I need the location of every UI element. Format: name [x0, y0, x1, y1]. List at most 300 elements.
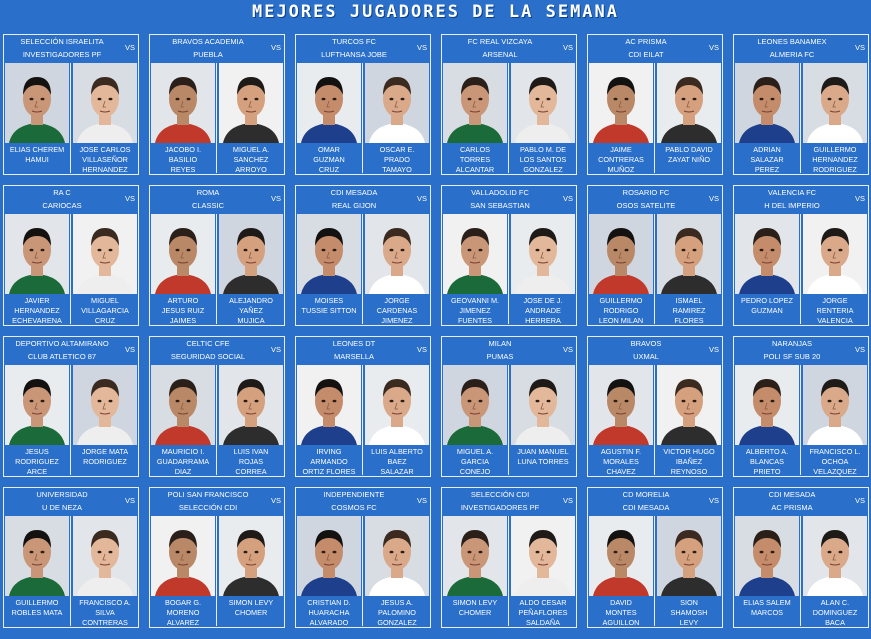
name-line: GUILLERMO — [813, 145, 857, 154]
player-1-photo — [297, 63, 361, 143]
player-2-photo — [803, 63, 867, 143]
name-line: ROBLES MATA — [11, 608, 63, 617]
name-line: ORTIZ FLORES — [302, 467, 356, 476]
player-2-name — [365, 447, 429, 477]
team-2-name: COSMOS FC — [331, 503, 377, 512]
team-2-name: SAN SEBASTIAN — [470, 201, 530, 210]
name-line: TAMAYO — [382, 165, 412, 174]
player-1-name — [443, 145, 507, 175]
team-1-name: POLI SAN FRANCISCO — [167, 490, 249, 499]
player-1-name — [297, 447, 361, 477]
name-line: LUIS ALBERTO — [371, 447, 423, 456]
name-line: SALAZAR — [750, 155, 784, 164]
name-line: ALDO CESAR — [519, 598, 567, 607]
player-2-name — [365, 145, 429, 175]
name-line: PALOMINO — [378, 608, 416, 617]
team-1-name: MILAN — [488, 339, 512, 348]
vs-label: VS — [270, 496, 281, 505]
match-card — [3, 185, 139, 326]
vs-label: VS — [562, 496, 573, 505]
name-line: SIMON LEVY — [228, 598, 274, 607]
name-line: BLANCAS — [749, 457, 785, 466]
match-card — [441, 487, 577, 628]
match-card — [3, 336, 139, 477]
name-line: REYES — [170, 165, 196, 174]
team-2-name: PUEBLA — [193, 50, 223, 59]
player-1-photo — [735, 63, 799, 143]
match-card — [733, 487, 869, 628]
match-card — [149, 34, 285, 175]
name-line: CHOMER — [234, 608, 268, 617]
name-line: CORREA — [235, 467, 267, 476]
match-card — [587, 487, 723, 628]
player-2-name — [219, 447, 283, 477]
match-card — [733, 34, 869, 175]
player-2-photo — [73, 214, 137, 294]
name-line: AGUILLON — [602, 618, 640, 627]
player-2-name — [511, 598, 575, 628]
name-line: YAÑEZ — [239, 306, 263, 315]
name-line: RODRIGO — [603, 306, 639, 315]
name-line: PEREZ — [754, 165, 780, 174]
name-line: JUAN MANUEL — [517, 447, 569, 456]
name-line: CONEJO — [459, 467, 491, 476]
player-2-name — [511, 447, 575, 477]
team-2-name: ARSENAL — [482, 50, 518, 59]
player-2-photo — [511, 365, 575, 445]
name-line: SILVA — [95, 608, 115, 617]
match-teams — [734, 337, 850, 365]
player-2-photo — [511, 63, 575, 143]
name-line: MIGUEL A. — [456, 447, 494, 456]
player-2-name — [73, 598, 137, 628]
name-line: CARDENAS — [376, 306, 418, 315]
name-line: SANCHEZ — [233, 155, 269, 164]
name-line: SIMON LEVY — [452, 598, 498, 607]
team-2-name: SEGURIDAD SOCIAL — [170, 352, 246, 361]
name-line: ELIAS SALEM — [743, 598, 791, 607]
card-divider — [362, 214, 363, 324]
match-teams — [296, 337, 412, 365]
vs-label: VS — [416, 194, 427, 203]
name-line: FUENTES — [457, 316, 493, 325]
match-teams — [150, 337, 266, 365]
name-line: VILLAGARCIA — [81, 306, 129, 315]
match-card — [587, 34, 723, 175]
player-2-name — [803, 145, 867, 175]
name-line: CARLOS — [459, 145, 490, 154]
team-1-name: NARANJAS — [771, 339, 812, 348]
card-divider — [216, 214, 217, 324]
name-line: RODRIGUEZ — [83, 457, 127, 466]
card-divider — [362, 516, 363, 626]
team-2-name: CARIOCAS — [42, 201, 82, 210]
card-divider — [654, 516, 655, 626]
card-divider — [362, 365, 363, 475]
player-1-name — [5, 296, 69, 326]
player-2-name — [73, 145, 137, 175]
match-teams — [588, 186, 704, 214]
team-1-name: UNIVERSIDAD — [36, 490, 88, 499]
name-line: ALVAREZ — [166, 618, 200, 627]
match-teams — [150, 186, 266, 214]
name-line: MOISES — [314, 296, 344, 305]
name-line: LOS SANTOS — [519, 155, 567, 164]
match-teams — [442, 35, 558, 63]
team-1-name: BRAVOS ACADEMIA — [172, 37, 244, 46]
team-2-name: CLASSIC — [191, 201, 225, 210]
player-2-photo — [219, 516, 283, 596]
vs-label: VS — [416, 345, 427, 354]
player-1-photo — [443, 214, 507, 294]
name-line: JAIMES — [169, 316, 197, 325]
team-2-name: REAL GIJON — [331, 201, 377, 210]
player-1-name — [589, 145, 653, 175]
player-1-photo — [151, 516, 215, 596]
player-1-photo — [151, 63, 215, 143]
team-2-name: UXMAL — [633, 352, 659, 361]
player-2-photo — [657, 214, 721, 294]
player-2-name — [511, 145, 575, 175]
player-1-name — [151, 296, 215, 326]
match-card — [295, 336, 431, 477]
name-line: GONZALEZ — [377, 618, 417, 627]
player-1-name — [5, 598, 69, 628]
name-line: REYNOSO — [670, 467, 708, 476]
card-divider — [800, 214, 801, 324]
name-line: PABLO M. DE — [519, 145, 567, 154]
name-line: JACOBO I. — [164, 145, 202, 154]
name-line: ELIAS CHEREM — [9, 145, 65, 154]
match-teams — [734, 186, 850, 214]
player-2-name — [219, 145, 283, 175]
player-2-photo — [803, 516, 867, 596]
player-1-name — [297, 296, 361, 326]
vs-label: VS — [124, 43, 135, 52]
name-line: OSCAR E. — [379, 145, 415, 154]
name-line: TORRES — [459, 155, 491, 164]
team-1-name: SELECCIÓN ISRAELITA — [20, 37, 104, 46]
team-1-name: BRAVOS — [630, 339, 662, 348]
name-line: JESUS RUIZ — [161, 306, 205, 315]
player-1-photo — [735, 516, 799, 596]
player-1-name — [735, 296, 799, 326]
player-2-photo — [219, 214, 283, 294]
vs-label: VS — [708, 496, 719, 505]
name-line: ROJAS — [238, 457, 264, 466]
name-line: MONTES — [605, 608, 637, 617]
name-line: GUZMAN — [751, 306, 783, 315]
match-teams — [4, 488, 120, 516]
name-line: IBAÑEZ — [675, 457, 703, 466]
player-2-photo — [657, 63, 721, 143]
name-line: LEVY — [679, 618, 699, 627]
match-teams — [296, 186, 412, 214]
name-line: SHAMOSH — [670, 608, 708, 617]
name-line: BASILIO — [168, 155, 198, 164]
name-line: MIGUEL — [91, 296, 119, 305]
player-1-photo — [735, 365, 799, 445]
match-card — [149, 336, 285, 477]
team-1-name: INDEPENDIENTE — [323, 490, 385, 499]
name-line: ISMAEL — [675, 296, 703, 305]
match-card — [733, 185, 869, 326]
player-2-photo — [219, 365, 283, 445]
team-1-name: TURCOS FC — [332, 37, 376, 46]
name-line: VELAZQUEZ — [813, 467, 857, 476]
vs-label: VS — [416, 496, 427, 505]
name-line: AGUSTIN F. — [600, 447, 642, 456]
name-line: SALAZAR — [380, 467, 414, 476]
name-line: JAIME — [610, 145, 632, 154]
vs-label: VS — [854, 496, 865, 505]
team-2-name: CLUB ATLETICO 87 — [27, 352, 97, 361]
card-divider — [800, 63, 801, 173]
name-line: ALVARADO — [309, 618, 349, 627]
match-card — [587, 185, 723, 326]
name-line: VALENCIA — [817, 316, 853, 325]
player-2-photo — [511, 516, 575, 596]
name-line: MAURICIO I. — [161, 447, 205, 456]
name-line: LEON MILAN — [598, 316, 644, 325]
name-line: RODRIGUEZ — [813, 165, 857, 174]
name-line: PRIETO — [753, 467, 781, 476]
name-line: ALAN C. — [820, 598, 850, 607]
player-1-name — [589, 447, 653, 477]
player-2-name — [803, 296, 867, 326]
match-card — [295, 34, 431, 175]
name-line: LUNA TORRES — [517, 457, 569, 466]
player-2-name — [219, 598, 283, 628]
player-1-photo — [297, 365, 361, 445]
name-line: ZAYAT NIÑO — [667, 155, 711, 164]
match-card — [587, 336, 723, 477]
name-line: JIMENEZ — [381, 316, 413, 325]
page-title: MEJORES JUGADORES DE LA SEMANA — [251, 2, 620, 22]
player-2-name — [657, 598, 721, 628]
name-line: ALEJANDRO — [229, 296, 273, 305]
name-line: CRUZ — [318, 165, 340, 174]
vs-label: VS — [270, 194, 281, 203]
vs-label: VS — [562, 194, 573, 203]
team-1-name: RA C — [53, 188, 71, 197]
card-divider — [362, 63, 363, 173]
card-divider — [800, 365, 801, 475]
match-teams — [588, 35, 704, 63]
name-line: MARCOS — [750, 608, 784, 617]
player-2-name — [657, 145, 721, 175]
team-1-name: VALLADOLID FC — [471, 188, 529, 197]
card-divider — [508, 214, 509, 324]
card-divider — [654, 63, 655, 173]
vs-label: VS — [708, 43, 719, 52]
name-line: GUILLERMO — [15, 598, 59, 607]
name-line: MUÑOZ — [607, 165, 635, 174]
team-1-name: CD MORELIA — [622, 490, 670, 499]
name-line: GUZMAN — [313, 155, 345, 164]
player-1-name — [5, 447, 69, 477]
team-1-name: CDI MESADA — [330, 188, 378, 197]
name-line: CHAVEZ — [606, 467, 636, 476]
team-1-name: CELTIC CFE — [186, 339, 230, 348]
player-2-name — [365, 598, 429, 628]
name-line: GUILLERMO — [599, 296, 643, 305]
team-2-name: POLI SF SUB 20 — [763, 352, 821, 361]
vs-label: VS — [562, 43, 573, 52]
card-divider — [70, 63, 71, 173]
player-1-name — [589, 598, 653, 628]
name-line: FRANCISCO L. — [809, 447, 861, 456]
vs-label: VS — [270, 43, 281, 52]
team-2-name: INVESTIGADORES PF — [22, 50, 102, 59]
name-line: HERRERA — [525, 316, 561, 325]
player-2-name — [365, 296, 429, 326]
name-line: ALBERTO A. — [745, 447, 789, 456]
name-line: TUSSIE SITTON — [301, 306, 357, 315]
match-card — [441, 336, 577, 477]
player-1-photo — [589, 214, 653, 294]
matches-grid — [3, 34, 869, 628]
name-line: RENTERIA — [816, 306, 854, 315]
name-line: CRUZ — [94, 316, 116, 325]
team-2-name: CDI EILAT — [628, 50, 664, 59]
player-1-photo — [5, 63, 69, 143]
player-1-photo — [589, 63, 653, 143]
card-divider — [654, 365, 655, 475]
team-1-name: ROSARIO FC — [622, 188, 670, 197]
match-teams — [296, 488, 412, 516]
name-line: GARCIA — [461, 457, 489, 466]
team-1-name: VALENCIA FC — [767, 188, 817, 197]
player-1-photo — [443, 516, 507, 596]
name-line: VILLASEÑOR — [82, 155, 128, 164]
name-line: HUARACHA — [308, 608, 350, 617]
name-line: MUJICA — [237, 316, 265, 325]
team-2-name: LUFTHANSA JOBE — [321, 50, 387, 59]
name-line: DAVID — [610, 598, 632, 607]
vs-label: VS — [124, 345, 135, 354]
match-teams — [442, 488, 558, 516]
player-1-name — [151, 598, 215, 628]
vs-label: VS — [270, 345, 281, 354]
player-2-name — [803, 598, 867, 628]
match-card — [3, 487, 139, 628]
player-2-photo — [73, 365, 137, 445]
player-2-name — [73, 447, 137, 477]
name-line: JAVIER — [24, 296, 50, 305]
card-divider — [800, 516, 801, 626]
name-line: HAMUI — [25, 155, 49, 164]
team-2-name: AC PRISMA — [771, 503, 813, 512]
name-line: JESUS A. — [380, 598, 414, 607]
vs-label: VS — [124, 496, 135, 505]
name-line: RAMIREZ — [672, 306, 706, 315]
player-1-photo — [297, 214, 361, 294]
card-divider — [216, 365, 217, 475]
team-1-name: SELECCIÓN CDI — [470, 490, 530, 499]
match-teams — [296, 35, 412, 63]
vs-label: VS — [124, 194, 135, 203]
match-teams — [150, 35, 266, 63]
team-2-name: MARSELLA — [333, 352, 375, 361]
team-1-name: ROMA — [196, 188, 220, 197]
name-line: JIMENEZ — [459, 306, 491, 315]
name-line: GONZALEZ — [523, 165, 563, 174]
name-line: HERNANDEZ — [14, 306, 60, 315]
vs-label: VS — [562, 345, 573, 354]
player-2-name — [803, 447, 867, 477]
player-1-photo — [297, 516, 361, 596]
player-1-photo — [589, 516, 653, 596]
name-line: BOGAR G. — [164, 598, 202, 607]
player-1-photo — [151, 214, 215, 294]
player-2-photo — [365, 516, 429, 596]
match-teams — [4, 186, 120, 214]
name-line: MORALES — [603, 457, 639, 466]
player-1-name — [443, 296, 507, 326]
name-line: JORGE — [384, 296, 410, 305]
vs-label: VS — [708, 345, 719, 354]
card-divider — [508, 63, 509, 173]
team-2-name: H DEL IMPERIO — [764, 201, 820, 210]
match-teams — [442, 337, 558, 365]
player-2-name — [657, 447, 721, 477]
name-line: JESUS — [25, 447, 49, 456]
name-line: SION — [680, 598, 698, 607]
team-2-name: OSOS SATELITE — [616, 201, 676, 210]
player-2-name — [219, 296, 283, 326]
name-line: GUADARRAMA — [156, 457, 210, 466]
match-teams — [734, 488, 850, 516]
player-1-name — [297, 598, 361, 628]
name-line: RODRIGUEZ — [15, 457, 59, 466]
name-line: SALDAÑA — [525, 618, 561, 627]
name-line: JOSE DE J. — [523, 296, 563, 305]
team-1-name: LEONES BANAMEX — [757, 37, 827, 46]
name-line: ARMANDO — [310, 457, 348, 466]
card-divider — [70, 214, 71, 324]
name-line: ARTURO — [167, 296, 199, 305]
player-2-photo — [657, 365, 721, 445]
match-teams — [734, 35, 850, 63]
card-divider — [508, 365, 509, 475]
player-1-name — [735, 447, 799, 477]
player-1-photo — [5, 214, 69, 294]
team-1-name: CDI MESADA — [768, 490, 816, 499]
card-divider — [654, 214, 655, 324]
name-line: ARCE — [26, 467, 48, 476]
match-card — [441, 34, 577, 175]
player-1-name — [589, 296, 653, 326]
team-2-name: U DE NEZA — [41, 503, 82, 512]
team-2-name: CDI MESADA — [622, 503, 670, 512]
team-1-name: LEONES DT — [332, 339, 376, 348]
player-1-photo — [735, 214, 799, 294]
player-2-name — [657, 296, 721, 326]
vs-label: VS — [708, 194, 719, 203]
team-1-name: AC PRISMA — [625, 37, 667, 46]
vs-label: VS — [854, 194, 865, 203]
player-2-photo — [803, 214, 867, 294]
name-line: VICTOR HUGO — [663, 447, 715, 456]
match-card — [295, 487, 431, 628]
match-card — [3, 34, 139, 175]
player-1-name — [151, 447, 215, 477]
card-divider — [70, 365, 71, 475]
name-line: HERNANDEZ — [82, 165, 128, 174]
name-line: PEDRO LOPEZ — [741, 296, 793, 305]
match-card — [441, 185, 577, 326]
